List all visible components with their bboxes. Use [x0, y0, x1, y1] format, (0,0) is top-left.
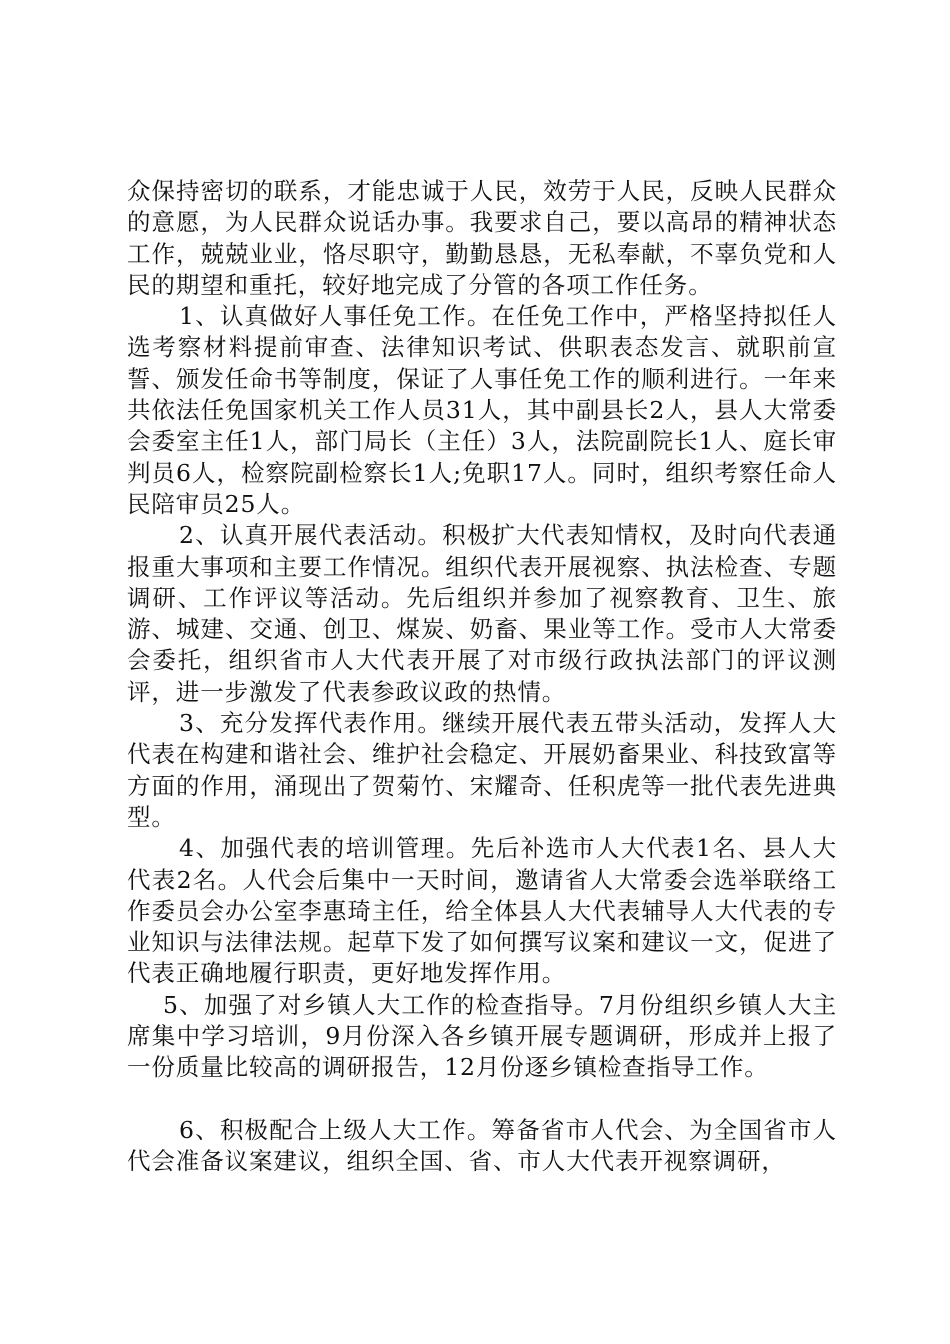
paragraph-intro: 众保持密切的联系，才能忠诚于人民，效劳于人民，反映人民群众的意愿，为人民群众说话办事。我要求自己，要以高昂的精神状态工作，兢兢业业，恪尽职守，勤勤恳恳，无私奉献，不辜负党和人民的期望和重托，较好地完成了分管的各项工作任务。 — [127, 177, 837, 299]
paragraph-item-3: 3、充分发挥代表作用。继续开展代表五带头活动，发挥人大代表在构建和谐社会、维护社会稳定、开展奶畜果业、科技致富等方面的作用，涌现出了贺菊竹、宋耀奇、任积虎等一批代表先进典型。 — [127, 709, 837, 831]
paragraph-item-6: 6、积极配合上级人大工作。筹备省市人代会、为全国省市人代会准备议案建议，组织全国、省、市人大代表开视察调研， — [127, 1115, 837, 1175]
paragraph-item-5: 5、加强了对乡镇人大工作的检查指导。7月份组织乡镇人大主席集中学习培训，9月份深入各乡镇开展专题调研，形成并上报了一份质量比较高的调研报告，12月份逐乡镇检查指导工作。 — [127, 990, 837, 1082]
paragraph-item-1: 1、认真做好人事任免工作。在任免工作中，严格坚持拟任人选考察材料提前审查、法律知识考试、供职表态发言、就职前宣誓、颁发任命书等制度，保证了人事任免工作的顺利进行。一年来共依法任免国家机关工作人员31人，其中副县长2人，县人大常委会委室主任1人，部门局长（主任）3人，法院副院长1人、庭长审判员6人，检察院副检察长1人;免职17人。同时，组织考察任命人民陪审员25人。 — [127, 302, 837, 518]
paragraph-item-2: 2、认真开展代表活动。积极扩大代表知情权，及时向代表通报重大事项和主要工作情况。组织代表开展视察、执法检查、专题调研、工作评议等活动。先后组织并参加了视察教育、卫生、旅游、城建、交通、创卫、煤炭、奶畜、果业等工作。受市人大常委会委托，组织省市人大代表开展了对市级行政执法部门的评议测评，进一步激发了代表参政议政的热情。 — [127, 521, 837, 706]
paragraph-spacer — [127, 1084, 837, 1115]
paragraph-item-4: 4、加强代表的培训管理。先后补选市人大代表1名、县人大代表2名。人代会后集中一天时间，邀请省人大常委会选举联络工作委员会办公室李惠琦主任，给全体县人大代表辅导人大代表的专业知识与法律法规。起草下发了如何撰写议案和建议一文，促进了代表正确地履行职责，更好地发挥作用。 — [127, 834, 837, 988]
document-body — [127, 176, 837, 1177]
